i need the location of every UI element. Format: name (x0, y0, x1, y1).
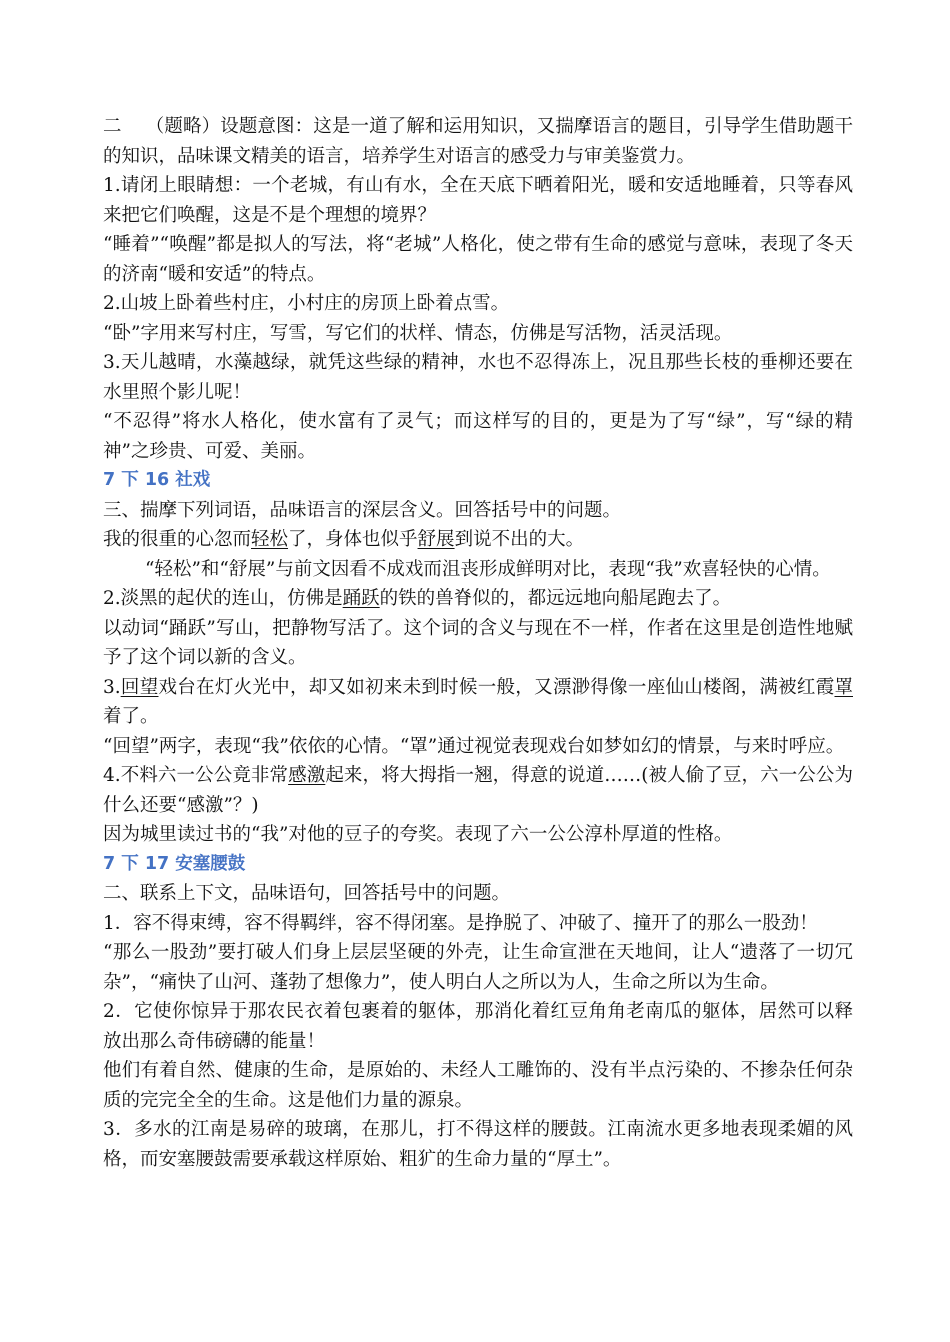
lesson16-a3: “回望”两字，表现“我”依依的心情。“罩”通过视觉表现戏台如梦如幻的情景，与来时呼应。 (103, 735, 845, 757)
q3-text-1: 3. (103, 676, 121, 698)
underlined-word: 回望 (120, 676, 159, 698)
lesson16-a4: 因为城里读过书的“我”对他的豆子的夸奖。表现了六一公公淳朴厚道的性格。 (103, 824, 733, 845)
lesson17-a1: “那么一股劲”要打破人们身上层层坚硬的外壳，让生命宣泄在天地间，让人“遗落了一切冗杂”，“痛快了山河、蓬勃了想像力”，使人明白人之所以为人，生命之所以为生命。 (103, 942, 853, 993)
section-two-q2: 2.山坡上卧着些村庄，小村庄的房顶上卧着点雪。 (103, 293, 510, 314)
q2-text-2: 的铁的兽脊似的，都远远地向船尾跑去了。 (379, 588, 732, 609)
lesson16-instruction: 三、揣摩下列词语，品味语言的深层含义。回答括号中的问题。 (103, 499, 622, 521)
lesson16-heading: 7 下 16 社戏 (103, 470, 211, 490)
section-two-a2: “卧”字用来写村庄，写雪，写它们的状样、情态，仿佛是写活物，活灵活现。 (103, 322, 733, 344)
lesson17-q3: 3．多水的江南是易碎的玻璃，在那儿，打不得这样的腰鼓。江南流水更多地表现柔媚的风格，而安塞腰鼓需要承载这样原始、粗犷的生命力量的“厚土”。 (103, 1119, 853, 1170)
underlined-word: 轻松 (251, 529, 289, 550)
q4-text-2: 起来，将大拇指一翘，得意的说道……(被人偷了豆，六一公公为什么还要“感激”？) (103, 765, 853, 816)
q1-text-2: 了，身体也似乎 (288, 529, 418, 550)
underlined-word: 罩 (834, 676, 853, 698)
section-two-intro-text: （题略）设题意图：这是一道了解和运用知识，又揣摩语言的题目，引导学生借助题干的知识，品味课文精美的语言，培养学生对语言的感受力与审美鉴赏力。 (103, 116, 853, 167)
q3-text-3: 着了。 (103, 706, 159, 727)
lesson16-q3 (103, 673, 853, 732)
underlined-word: 感激 (288, 765, 326, 786)
lesson16-q1 (103, 525, 853, 555)
section-two-a3: “不忍得”将水人格化，使水富有了灵气；而这样写的目的，更是为了写“绿”，写“绿的精神”之珍贵、可爱、美丽。 (103, 411, 853, 462)
q2-text-1: 2.淡黑的起伏的连山，仿佛是 (103, 588, 343, 609)
section-two-a1: “睡着”“唤醒”都是拟人的写法，将“老城”人格化，使之带有生命的感觉与意味，表现了冬天的济南“暖和安适”的特点。 (103, 234, 853, 285)
section-two-intro (103, 112, 853, 171)
lesson16-a1: “轻松”和“舒展”与前文因看不成戏而沮丧形成鲜明对比，表现“我”欢喜轻快的心情。 (145, 558, 831, 580)
underlined-word: 舒展 (417, 529, 455, 550)
lesson16-a2: 以动词“踊跃”写山，把静物写活了。这个词的含义与现在不一样，作者在这里是创造性地赋予了这个词以新的含义。 (103, 617, 853, 668)
section-two-q3: 3.天儿越晴，水藻越绿，就凭这些绿的精神，水也不忍得冻上，况且那些长枝的垂柳还要在水里照个影儿呢！ (103, 352, 853, 403)
q1-text-3: 到说不出的大。 (454, 529, 585, 550)
q3-text-2: 戏台在灯火光中，却又如初来未到时候一般，又漂渺得像一座仙山楼阁，满被红霞 (158, 676, 835, 698)
section-two-label: 二 (103, 116, 122, 137)
lesson16-q2 (103, 584, 853, 614)
q1-text-1: 我的很重的心忽而 (103, 529, 252, 550)
lesson17-q2: 2．它使你惊异于那农民衣着包裹着的躯体，那消化着红豆角角老南瓜的躯体，居然可以释放出那么奇伟磅礴的能量！ (103, 1001, 853, 1052)
lesson17-a2: 他们有着自然、健康的生命，是原始的、未经人工雕饰的、没有半点污染的、不掺杂任何杂质的完完全全的生命。这是他们力量的源泉。 (103, 1060, 853, 1111)
lesson17-heading: 7 下 17 安塞腰鼓 (103, 853, 246, 874)
underlined-word: 踊跃 (342, 588, 380, 609)
document-page (103, 112, 853, 1174)
q4-text-1: 4.不料六一公公竟非常 (103, 765, 289, 786)
lesson16-q4 (103, 761, 853, 820)
lesson17-q1: 1．容不得束缚，容不得羁绊，容不得闭塞。是挣脱了、冲破了、撞开了的那么一股劲！ (103, 912, 818, 934)
lesson17-instruction: 二、联系上下文，品味语句，回答括号中的问题。 (103, 883, 511, 904)
section-two-q1: 1.请闭上眼睛想：一个老城，有山有水，全在天底下晒着阳光，暖和安适地睡着，只等春风来把它们唤醒，这是不是个理想的境界？ (103, 175, 853, 226)
